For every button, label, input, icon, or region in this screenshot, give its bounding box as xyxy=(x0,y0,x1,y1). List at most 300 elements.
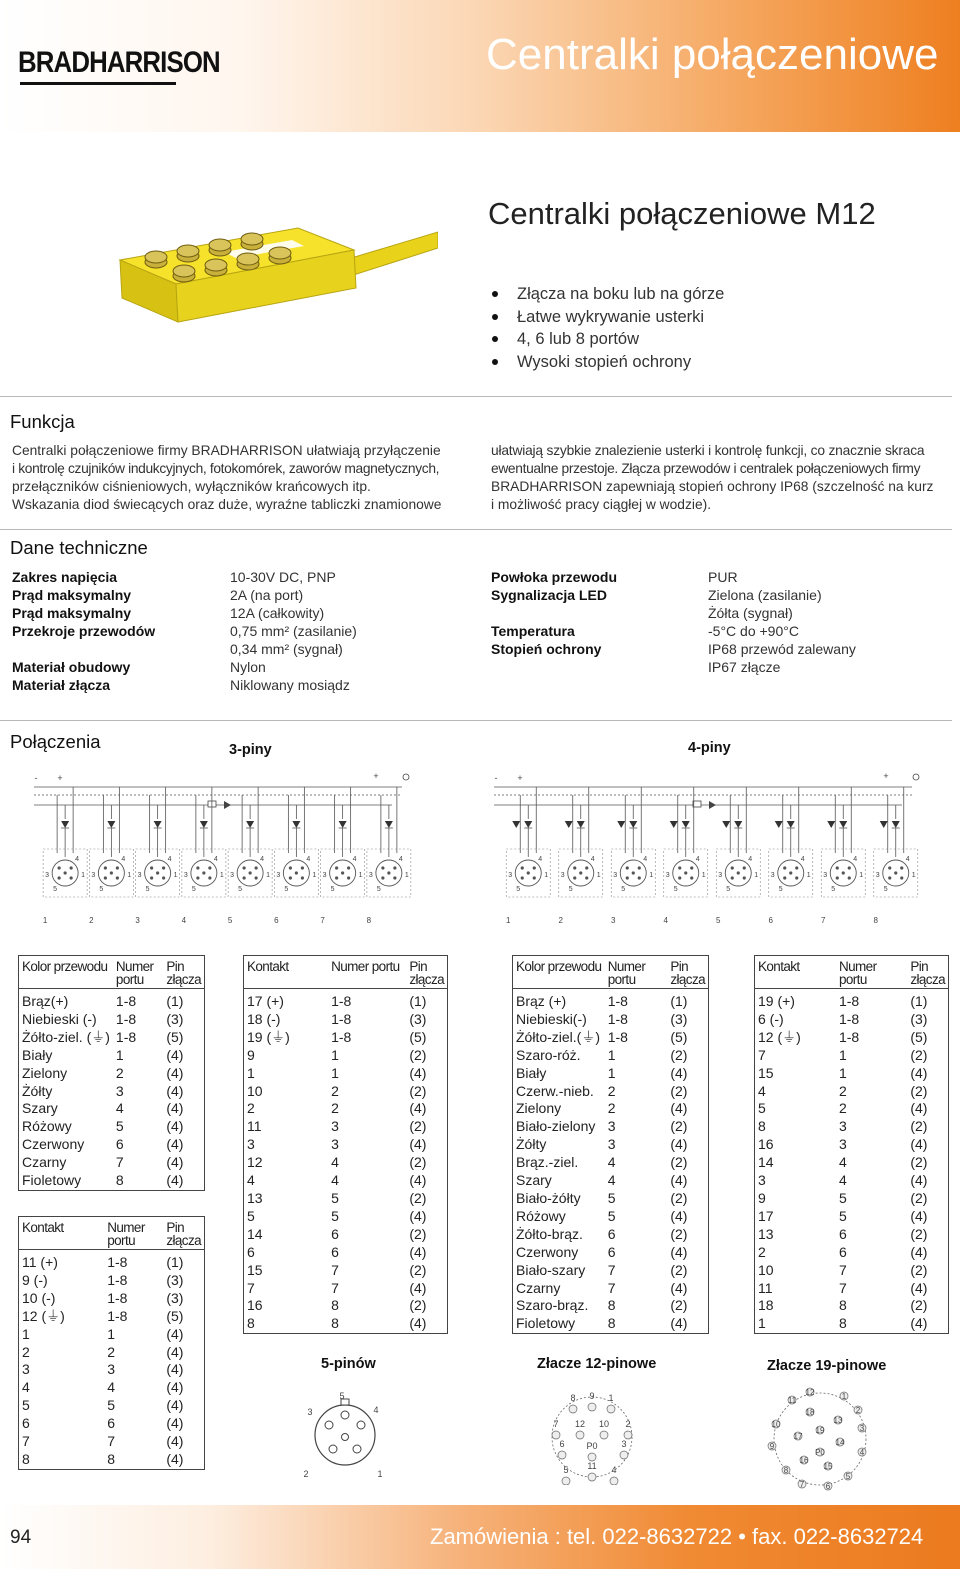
connector-pin xyxy=(783,876,786,879)
table-row xyxy=(244,1315,448,1333)
table-cell: (4) xyxy=(166,1064,184,1081)
led-symbol xyxy=(682,821,690,828)
table-row xyxy=(755,1118,949,1136)
pin-label: 1 xyxy=(596,872,601,879)
pin-label: 4 xyxy=(748,856,753,863)
connector-pin xyxy=(347,866,350,869)
connector-pin xyxy=(335,866,338,869)
pin-label: 4 xyxy=(213,856,218,863)
pin-label: 3 xyxy=(859,1424,865,1433)
pin-label: 5 xyxy=(673,886,678,893)
connector-pin xyxy=(521,876,524,879)
table-cell: Czerw.-nieb. xyxy=(516,1082,594,1099)
spec-label: Prąd maksymalny xyxy=(12,605,132,621)
table-cell: Biało-zielony xyxy=(516,1118,596,1135)
table-cell: 4 xyxy=(838,1172,847,1189)
connector-pin xyxy=(624,1431,632,1439)
table-cell: 1 xyxy=(838,1064,847,1081)
connector-pin xyxy=(678,876,681,879)
table-cell: Czerwony xyxy=(516,1243,579,1260)
table-cell: (4) xyxy=(166,1136,184,1153)
table-cell: 14 xyxy=(247,1225,263,1242)
connector-pin xyxy=(573,866,576,869)
table-cell: (2) xyxy=(670,1297,688,1314)
connector-pin xyxy=(289,876,292,879)
port-number: 3 xyxy=(135,916,140,925)
pin-label: 3 xyxy=(718,872,723,879)
pin-label: 14 xyxy=(835,1438,845,1447)
table-cell: (1) xyxy=(910,993,928,1009)
pin-label: 5 xyxy=(563,1465,569,1475)
table-row xyxy=(755,1029,949,1047)
table-cell: Szary xyxy=(516,1172,552,1189)
table-cell: Różowy xyxy=(516,1207,566,1224)
specs-title: Dane techniczne xyxy=(10,537,148,558)
spec-value: Zielona (zasilanie) xyxy=(708,587,822,603)
connector-pin xyxy=(690,866,693,869)
table-row xyxy=(513,1011,709,1029)
pin-label: 3 xyxy=(613,872,618,879)
table-cell: 4 xyxy=(331,1154,339,1171)
table-cell: (2) xyxy=(409,1046,427,1063)
table-cell: 7 xyxy=(107,1433,116,1450)
connector-pin xyxy=(347,876,350,879)
pin-label: 1 xyxy=(377,1469,383,1479)
table-row xyxy=(19,1361,205,1379)
specs-right-values xyxy=(708,568,856,676)
table-cell: 4 xyxy=(247,1172,255,1189)
table-cell: 8 xyxy=(607,1297,616,1314)
table-row xyxy=(513,1118,709,1136)
pin-label: 3 xyxy=(823,872,828,879)
pin-label: 3 xyxy=(45,872,50,879)
connector-pin xyxy=(335,876,338,879)
connector-pin xyxy=(70,866,73,869)
table-cell: 5 xyxy=(607,1207,616,1224)
text-line: BRADHARRISON zapewniają stopień ochrony IP68 (szczelność na kurz xyxy=(491,479,934,494)
connector-pin xyxy=(638,866,641,869)
table-row xyxy=(513,1154,709,1172)
table-cell: Żółty xyxy=(516,1136,547,1153)
nineteen-pin-label: Złacze 19-pinowe xyxy=(767,1358,887,1374)
table-cell: 4 xyxy=(115,1100,124,1117)
column-header: Kontakt xyxy=(755,956,836,989)
spec-label: Stopień ochrony xyxy=(491,641,602,657)
port-number: 7 xyxy=(320,916,325,925)
pin-label: 1 xyxy=(911,872,916,879)
spec-value: Nylon xyxy=(230,659,266,675)
pin-label: 4 xyxy=(373,1405,379,1415)
table-cell: (4) xyxy=(670,1064,688,1081)
connector-pin xyxy=(552,1431,560,1439)
table-cell: 6 xyxy=(115,1136,124,1153)
table-row xyxy=(755,1154,949,1172)
table-row xyxy=(19,1290,205,1308)
table-cell: Szaro-brąz. xyxy=(516,1297,589,1314)
table-row xyxy=(244,1100,448,1118)
pin-label: 8 xyxy=(570,1393,576,1403)
table-cell: 8 xyxy=(331,1315,339,1332)
pin-label: 5 xyxy=(568,886,573,893)
feature-item: Złącza na boku lub na górze xyxy=(490,283,724,306)
connector-pin xyxy=(243,876,246,879)
feature-item: 4, 6 lub 8 portów xyxy=(490,328,724,351)
table-row xyxy=(19,1154,205,1172)
table-row xyxy=(755,1047,949,1065)
table-cell: Czerwony xyxy=(22,1136,85,1153)
table-cell: (2) xyxy=(910,1189,928,1206)
table-row xyxy=(19,989,205,1011)
table-cell: 3 xyxy=(838,1118,847,1135)
table-row xyxy=(19,1250,205,1272)
table-cell: 11 xyxy=(247,1118,262,1135)
table-cell: 1-8 xyxy=(838,1028,860,1045)
connector-pin xyxy=(743,876,746,879)
pin-label: 5 xyxy=(53,886,58,893)
table-cell: 2 xyxy=(838,1100,847,1117)
table-cell: 2 xyxy=(607,1082,616,1099)
connector-pin xyxy=(638,876,641,879)
pin-label: 3 xyxy=(91,872,96,879)
connector-pin xyxy=(585,866,588,869)
connector-pin xyxy=(255,876,258,879)
table-row xyxy=(244,1136,448,1154)
connector-pin xyxy=(58,866,61,869)
connector-pin xyxy=(743,866,746,869)
connector-pin xyxy=(737,871,740,874)
port-number: 6 xyxy=(274,916,279,925)
connector-pin xyxy=(353,1445,361,1453)
table-row xyxy=(513,1297,709,1315)
pin-label: 15 xyxy=(823,1462,833,1471)
pin-label: 1 xyxy=(81,872,86,879)
connector-pin xyxy=(387,871,390,874)
pin-label: 4 xyxy=(800,856,805,863)
table-cell: (4) xyxy=(670,1243,688,1260)
table-cell: 1 xyxy=(115,1046,124,1063)
table-row xyxy=(513,1172,709,1190)
pin-label: 11 xyxy=(787,1396,797,1405)
table-cell: (2) xyxy=(670,1046,688,1063)
connector-pin xyxy=(341,1411,349,1419)
led-symbol xyxy=(154,821,162,828)
table-row xyxy=(19,1065,205,1083)
table-cell: 5 xyxy=(22,1397,30,1414)
table-row xyxy=(244,1118,448,1136)
table-cell: 16 xyxy=(247,1297,263,1314)
table-cell: Brąz(+) xyxy=(22,993,69,1009)
twelve-pin-connector-face xyxy=(540,1385,650,1485)
spec-value: Niklowany mosiądz xyxy=(230,677,350,693)
table-row xyxy=(19,1397,205,1415)
connector-pin xyxy=(196,876,199,879)
connector-pin xyxy=(104,876,107,879)
table-cell: 2 xyxy=(331,1100,339,1117)
table-cell: 17 xyxy=(758,1207,774,1224)
table-cell: Fioletowy xyxy=(516,1315,576,1332)
table-cell: (4) xyxy=(910,1064,928,1081)
table-cell: 14 xyxy=(758,1154,774,1171)
table-cell: (4) xyxy=(409,1207,427,1224)
table-row xyxy=(244,1172,448,1190)
table-cell: 7 xyxy=(838,1279,847,1296)
pin-label: 4 xyxy=(643,856,648,863)
table-cell: (2) xyxy=(670,1082,688,1099)
table-cell: (4) xyxy=(910,1279,928,1296)
connector-pin xyxy=(301,866,304,869)
table-cell: 7 xyxy=(115,1154,124,1171)
page-number: 94 xyxy=(10,1527,32,1548)
terminal-label: - xyxy=(34,773,38,783)
table-cell: 1-8 xyxy=(115,993,137,1009)
pin-label: 1 xyxy=(649,872,654,879)
pin-label: P0 xyxy=(586,1441,598,1451)
table-row xyxy=(244,1244,448,1262)
pin-label: 5 xyxy=(339,1391,345,1401)
page-title: Centralki połączeniowe xyxy=(486,30,939,79)
table-cell: 3 xyxy=(838,1136,847,1153)
port-number: 4 xyxy=(181,916,187,925)
table-cell: (5) xyxy=(166,1307,184,1324)
table-cell: 1-8 xyxy=(838,1010,860,1027)
connector-pin xyxy=(894,871,897,874)
table-cell: (4) xyxy=(166,1361,184,1378)
pin-label: 1 xyxy=(701,872,706,879)
pin-label: 2 xyxy=(625,1419,631,1429)
connector-pin xyxy=(585,876,588,879)
column-header: Pin złącza xyxy=(163,956,204,989)
column-header: Kontakt xyxy=(244,956,329,989)
connector-pin xyxy=(576,1431,584,1439)
table-cell: (4) xyxy=(910,1207,928,1224)
table-cell: 8 xyxy=(838,1297,847,1314)
table-cell: 1-8 xyxy=(107,1289,128,1306)
table-row xyxy=(244,1208,448,1226)
table-row xyxy=(513,989,709,1011)
specs-left-values xyxy=(230,568,357,694)
table-row xyxy=(513,1136,709,1154)
text-line: ewentualne przestoje. Złącza przewodów i centralek połączeniowych firmy xyxy=(491,461,921,476)
table-cell: 8 xyxy=(607,1315,616,1332)
table-row xyxy=(244,1280,448,1298)
table-cell: 1 xyxy=(331,1064,339,1081)
table-cell: Biały xyxy=(22,1046,53,1063)
table-cell: (5) xyxy=(670,1028,688,1045)
pin-label: 1 xyxy=(608,1393,614,1403)
table-row xyxy=(19,1326,205,1344)
resistor-symbol xyxy=(693,801,701,807)
connector-pin xyxy=(795,866,798,869)
led-symbol xyxy=(670,821,678,828)
table-cell: 1-8 xyxy=(607,1010,628,1027)
connector-pin xyxy=(684,871,687,874)
table-cell: 8 xyxy=(758,1118,766,1135)
table-row xyxy=(513,1100,709,1118)
table-cell: 8 xyxy=(247,1315,255,1332)
feature-item: Łatwe wykrywanie usterki xyxy=(490,306,724,329)
connector-pin xyxy=(588,1473,596,1481)
table-cell: (4) xyxy=(670,1315,688,1332)
table-cell: 9 (-) xyxy=(22,1271,48,1288)
table-cell: (3) xyxy=(670,1010,688,1027)
table-row xyxy=(244,1190,448,1208)
table-cell: (1) xyxy=(409,993,427,1009)
connector-pin xyxy=(789,871,792,874)
table-cell: (2) xyxy=(910,1046,928,1063)
table-row xyxy=(19,1047,205,1065)
pin-label: 5 xyxy=(831,886,836,893)
pin-label: 16 xyxy=(799,1456,809,1465)
table-row xyxy=(19,1272,205,1290)
spec-value: 10-30V DC, PNP xyxy=(230,569,336,585)
table-row xyxy=(513,1029,709,1047)
table-cell: 5 xyxy=(107,1397,116,1414)
section-divider xyxy=(0,720,952,721)
connector-pin xyxy=(196,866,199,869)
pin-label: 3 xyxy=(621,1439,627,1449)
funkcja-title: Funkcja xyxy=(10,411,75,432)
spec-value: 0,34 mm² (sygnał) xyxy=(230,641,343,657)
spec-label: Powłoka przewodu xyxy=(491,569,618,585)
table-row xyxy=(244,1226,448,1244)
table-cell: 3 xyxy=(107,1361,116,1378)
table-cell: (4) xyxy=(409,1315,427,1332)
table-cell: (5) xyxy=(409,1028,427,1045)
table-cell: 1 xyxy=(758,1315,766,1332)
connector-pin xyxy=(295,871,298,874)
table-cell: (4) xyxy=(409,1279,427,1296)
table-cell: 1-8 xyxy=(107,1271,128,1288)
feature-item: Wysoki stopień ochrony xyxy=(490,351,724,374)
pin-label: 2 xyxy=(855,1406,861,1415)
connector-pin xyxy=(202,871,205,874)
port-number: 2 xyxy=(558,916,563,925)
table-cell: (5) xyxy=(166,1028,184,1045)
led-symbol xyxy=(224,801,231,809)
section-divider xyxy=(0,396,952,397)
table-row xyxy=(755,1011,949,1029)
text-line: i możliwość pracy ciągłej w wodzie). xyxy=(491,497,712,512)
table-cell: 6 xyxy=(607,1225,616,1242)
connector-pin xyxy=(104,866,107,869)
text-line: ułatwiają szybkie znalezienie usterki i kontrolę funkcji, co znacznie skraca xyxy=(491,443,925,458)
table-cell: (4) xyxy=(166,1172,184,1189)
pin-label: 3 xyxy=(307,1407,313,1417)
table-row xyxy=(19,1118,205,1136)
pin-label: 1 xyxy=(127,872,132,879)
table-cell: 9 xyxy=(758,1189,766,1206)
table-cell: Czarny xyxy=(22,1154,67,1171)
table-cell: (3) xyxy=(166,1010,184,1027)
table-cell: 6 xyxy=(22,1415,30,1432)
table-row xyxy=(19,1029,205,1047)
pin-label: 4 xyxy=(853,856,858,863)
spec-label xyxy=(491,604,617,622)
ground-terminal xyxy=(913,774,919,780)
pin-label: 3 xyxy=(770,872,775,879)
table-cell: Żółty xyxy=(22,1082,53,1099)
connector-pin xyxy=(162,866,165,869)
table-cell: 19 (+) xyxy=(758,993,795,1009)
connector-pin xyxy=(381,866,384,869)
pin-label: 4 xyxy=(611,1465,617,1475)
table-row xyxy=(755,1280,949,1298)
table-cell: (2) xyxy=(670,1261,688,1278)
pin-label: 4 xyxy=(306,856,311,863)
table-row xyxy=(19,1172,205,1190)
table-cell: (1) xyxy=(166,993,184,1009)
column-header: Pin złącza xyxy=(406,956,447,989)
connector-pin xyxy=(357,1421,365,1429)
table-cell: 11 xyxy=(758,1279,773,1296)
connector-pin xyxy=(393,876,396,879)
table-cell: 7 xyxy=(607,1261,616,1278)
table-cell: 8 xyxy=(331,1297,339,1314)
table-cell: (2) xyxy=(910,1225,928,1242)
spec-label: Zakres napięcia xyxy=(12,569,118,585)
connector-pin xyxy=(632,871,635,874)
connector-pin xyxy=(607,1405,615,1413)
table-row xyxy=(513,1190,709,1208)
table-cell: 2 xyxy=(107,1343,116,1360)
table-cell: (2) xyxy=(409,1297,427,1314)
connector-pin xyxy=(610,1477,618,1485)
pin-label: 1 xyxy=(266,872,271,879)
table-cell: 11 (+) xyxy=(22,1254,58,1270)
feature-list xyxy=(490,283,724,373)
table-cell: (2) xyxy=(670,1189,688,1206)
table-cell: 6 xyxy=(838,1225,847,1242)
connector-pin xyxy=(900,866,903,869)
port-number: 6 xyxy=(768,916,773,925)
led-symbol xyxy=(709,801,716,809)
table-row xyxy=(755,1065,949,1083)
table-cell: 2 xyxy=(247,1100,255,1117)
column-header: Pin złącza xyxy=(907,956,948,989)
table-cell: (4) xyxy=(166,1100,184,1117)
table-cell: 15 xyxy=(758,1064,774,1081)
table-cell: (1) xyxy=(670,993,688,1009)
connector-pin xyxy=(116,866,119,869)
connector-pin xyxy=(569,1405,577,1413)
spec-value: PUR xyxy=(708,569,738,585)
table-cell: 12 (⏚) xyxy=(758,1028,801,1045)
table-cell: (4) xyxy=(166,1433,184,1450)
table-cell: (2) xyxy=(409,1082,427,1099)
table-cell: (4) xyxy=(670,1207,688,1224)
pin-label: 4 xyxy=(167,856,172,863)
table-cell: 2 xyxy=(838,1082,847,1099)
table-cell: 5 xyxy=(758,1100,766,1117)
wiring-diagram-4pin xyxy=(488,765,938,930)
connector-pin xyxy=(795,876,798,879)
pin-label: 9 xyxy=(589,1391,595,1401)
table-cell: (4) xyxy=(166,1415,184,1432)
connector-pin xyxy=(842,871,845,874)
table-cell: (1) xyxy=(166,1254,184,1270)
table-cell: 1-8 xyxy=(838,993,860,1009)
table-row xyxy=(513,1065,709,1083)
pin-label: 4 xyxy=(695,856,700,863)
table-row xyxy=(755,1172,949,1190)
five-pin-label: 5-pinów xyxy=(321,1356,376,1372)
table-cell: (3) xyxy=(166,1271,184,1288)
pin-label: 5 xyxy=(284,886,289,893)
pin-label: 6 xyxy=(559,1439,565,1449)
table-cell: Żółto-brąz. xyxy=(516,1225,583,1242)
column-header: Pin złącza xyxy=(667,956,708,989)
table-cell: 8 xyxy=(22,1450,30,1467)
